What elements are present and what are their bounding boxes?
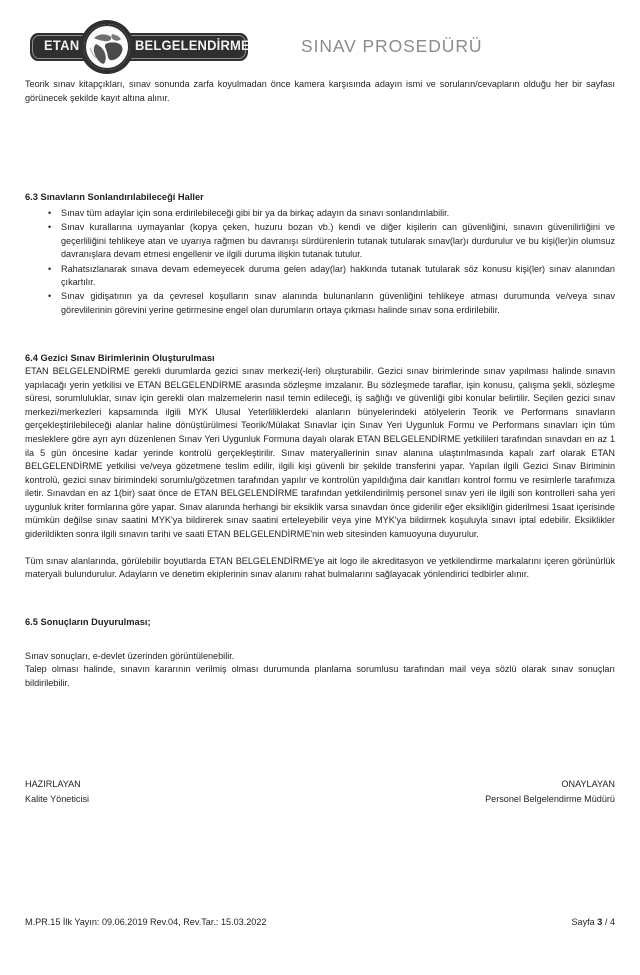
list-item: • Rahatsızlanarak sınava devam edemeyecek duruma gelen aday(lar) hakkında tutanak tutularak söz konusu kişi(ler) sınav alanından çıkartılır. — [61, 263, 615, 290]
etan-belgelendirme-logo — [25, 18, 255, 74]
globe-icon-inner — [84, 24, 130, 70]
list-item: • Sınav kurallarına uymayanlar (kopya çeken, huzuru bozan vb.) kendi ve diğer kişilerin can güvenliğini, sınavın güvenilirliğini ve geçerliliğini tehlikeye atan ve uyarıya rağmen bu davranışı sürdürenlerin tutanak tutularak sınav(lar)ı durdurulur ve bu kişi(ler)in olumsuz davranışlara devam etmesi engellenir ve ilgili duruma ilişkin tutanak tutulur. — [61, 221, 615, 262]
list-item: • Sınav gidişatının ya da çevresel koşulların sınav alanında bulunanların güvenliğini tehlikeye atması durumunda ve/veya sınav görevlilerinin görevini yerine getirmesine engel olan durumların ortaya çıkması halinde sınav sona erdirilebilir. — [61, 290, 615, 317]
prepared-by-label: HAZIRLAYAN — [25, 778, 81, 789]
prepared-by-column — [25, 777, 302, 807]
spacer — [25, 691, 615, 777]
section-heading-6-4: 6.4 Gezici Sınav Birimlerinin Oluşturulması — [25, 352, 215, 363]
section-6-4-paragraph-2: Tüm sınav alanlarında, görülebilir boyutlarda ETAN BELGELENDİRME'ye ait logo ile akreditasyon ve yetkilendirme markalarını içeren görünürlük materyali bulundurulur. Adayların ve denetim ekiplerinin sınav alanını rahat bulmalarını sağlayacak yönlendirici tedbirler alınır. — [25, 555, 615, 580]
section-6-3-bullet-list — [25, 207, 615, 317]
footer-revision-info: M.PR.15 İlk Yayın: 09.06.2019 Rev.04, Rev.Tar.: 15.03.2022 — [25, 917, 267, 927]
footer-page-current: 3 — [597, 917, 603, 927]
spacer — [25, 629, 615, 650]
spacer — [25, 318, 615, 352]
logo-text-belgelendirme: BELGELENDİRME — [135, 38, 250, 53]
signature-block — [25, 777, 615, 807]
footer-page-number — [571, 917, 615, 927]
section-6-5-paragraph-2: Talep olması halinde, sınavın kararının verilmiş olması durumunda planlama sorumlusu tarafından mail veya sözlü olarak sınav sonuçları bildirilebilir. — [25, 664, 615, 689]
list-item: • Sınav tüm adaylar için sona erdirilebileceği gibi bir ya da birkaç adayın da sınavı sonlandırılabilir. — [61, 207, 615, 221]
logo-text-etan: ETAN — [44, 38, 80, 53]
section-heading-6-3: 6.3 Sınavların Sonlandırılabileceği Haller — [25, 192, 204, 203]
footer-page-total: 4 — [609, 917, 615, 927]
section-6-5-paragraph-1: Sınav sonuçları, e-devlet üzerinden görüntülenebilir. — [25, 650, 235, 661]
globe-icon — [80, 20, 134, 74]
intro-paragraph: Teorik sınav kitapçıkları, sınav sonunda zarfa koyulmadan önce kamera karşısında adayın ismi ve soruların/cevapların olduğu her bir sayfası görünecek şekilde kayıt altına alınır. — [25, 79, 615, 103]
approved-by-column — [338, 777, 615, 807]
footer-page-label: Sayfa — [571, 917, 595, 927]
document-footer — [25, 917, 615, 927]
approved-by-role: Personel Belgelendirme Müdürü — [485, 793, 615, 804]
footer-page-separator: / — [604, 917, 608, 927]
spacer — [25, 542, 615, 555]
spacer — [25, 105, 615, 191]
section-heading-6-5: 6.5 Sonuçların Duyurulması; — [25, 616, 151, 627]
approved-by-label: ONAYLAYAN — [561, 778, 615, 789]
page-title: SINAV PROSEDÜRÜ — [301, 35, 483, 56]
spacer — [25, 582, 615, 616]
section-6-4-paragraph-1: ETAN BELGELENDİRME gerekli durumlarda gezici sınav merkezi(-leri) oluşturabilir. Gezici sınav birimlerinde sınav yapılması halinde sınavın yapılacağı yerin yetkilisi ve ETAN BELGELENDİRME arasında sözleşme imzalanır. Bu sözleşmede taraflar, işin konusu, çalışma şekli, sözleşme süresi, sorumluluklar, sınav için gerekli olan malzemelerin nasıl temin edileceği, iş sağlığı ve güvenliği gibi konular belirtilir. Seçilen gezici sınav merkezi/merkezleri kapsamında ilgili MYK Ulusal Yeterliliklerdeki alanların bünyelerindeki atölyelerin Teorik ve Performans sınavların gerçekleştirilebileceği alanlar haline dönüştürülmesi Teorik/Mülakat Sınavlar için Sınav Yeri Uygunluk Formu ve Performans sınavları için tüm mesleklere göre ayrı ayrı düzenlenen Sınav Yeri Uygunluk Formuna dayalı olarak ETAN BELGELENDİRME yetkilileri tarafından sınavdan en az 1 ila 5 gün öncesine kadar yerinde kontrolü gerçekleştirilir. Sınav materyallerinin sınav alanına ulaştırılmasında kapalı zarf olarak ETAN BELGELENDİRME yetkilisi ve/veya gözetmene teslim edilir, ilgili kişi güvenli bir şekilde transferini yapar. Yapılan ilgili Gezici Sınav Biriminin kontrolü, gezici sınav birimindeki sorumlu/gözetmen tarafından yapılır ve kontrolün yapıldığına dair kanıtları kontrol formu ve resimlerle tarafımıza iletir. Sınavdan en az 1(bir) saat önce de ETAN BELGELENDİRME tarafından yetkilendirilmiş personel sınav yeri ile ilgili son kontrolleri saha yeri uygunluk kriter formlarına göre yapar. Sınav alanında herhangi bir eksiklik varsa sınavdan önce giderilir eğer eksikliğin giderilmesi 1saat içerisinde mümkün değilse sınav saatini MYK'ya bildirerek sınav saatini erteleyebilir veya yine MYK'ya bildirmek koşuluyla sınavı iptal edebilir. Eksiklikler giderildikten sonra ilgili sınavın tarihi ve saati ETAN BELGELENDİRME'nin web sitesinden kamuoyuna duyurulur. — [25, 365, 615, 540]
document-header — [25, 0, 615, 78]
prepared-by-role: Kalite Yöneticisi — [25, 793, 90, 804]
